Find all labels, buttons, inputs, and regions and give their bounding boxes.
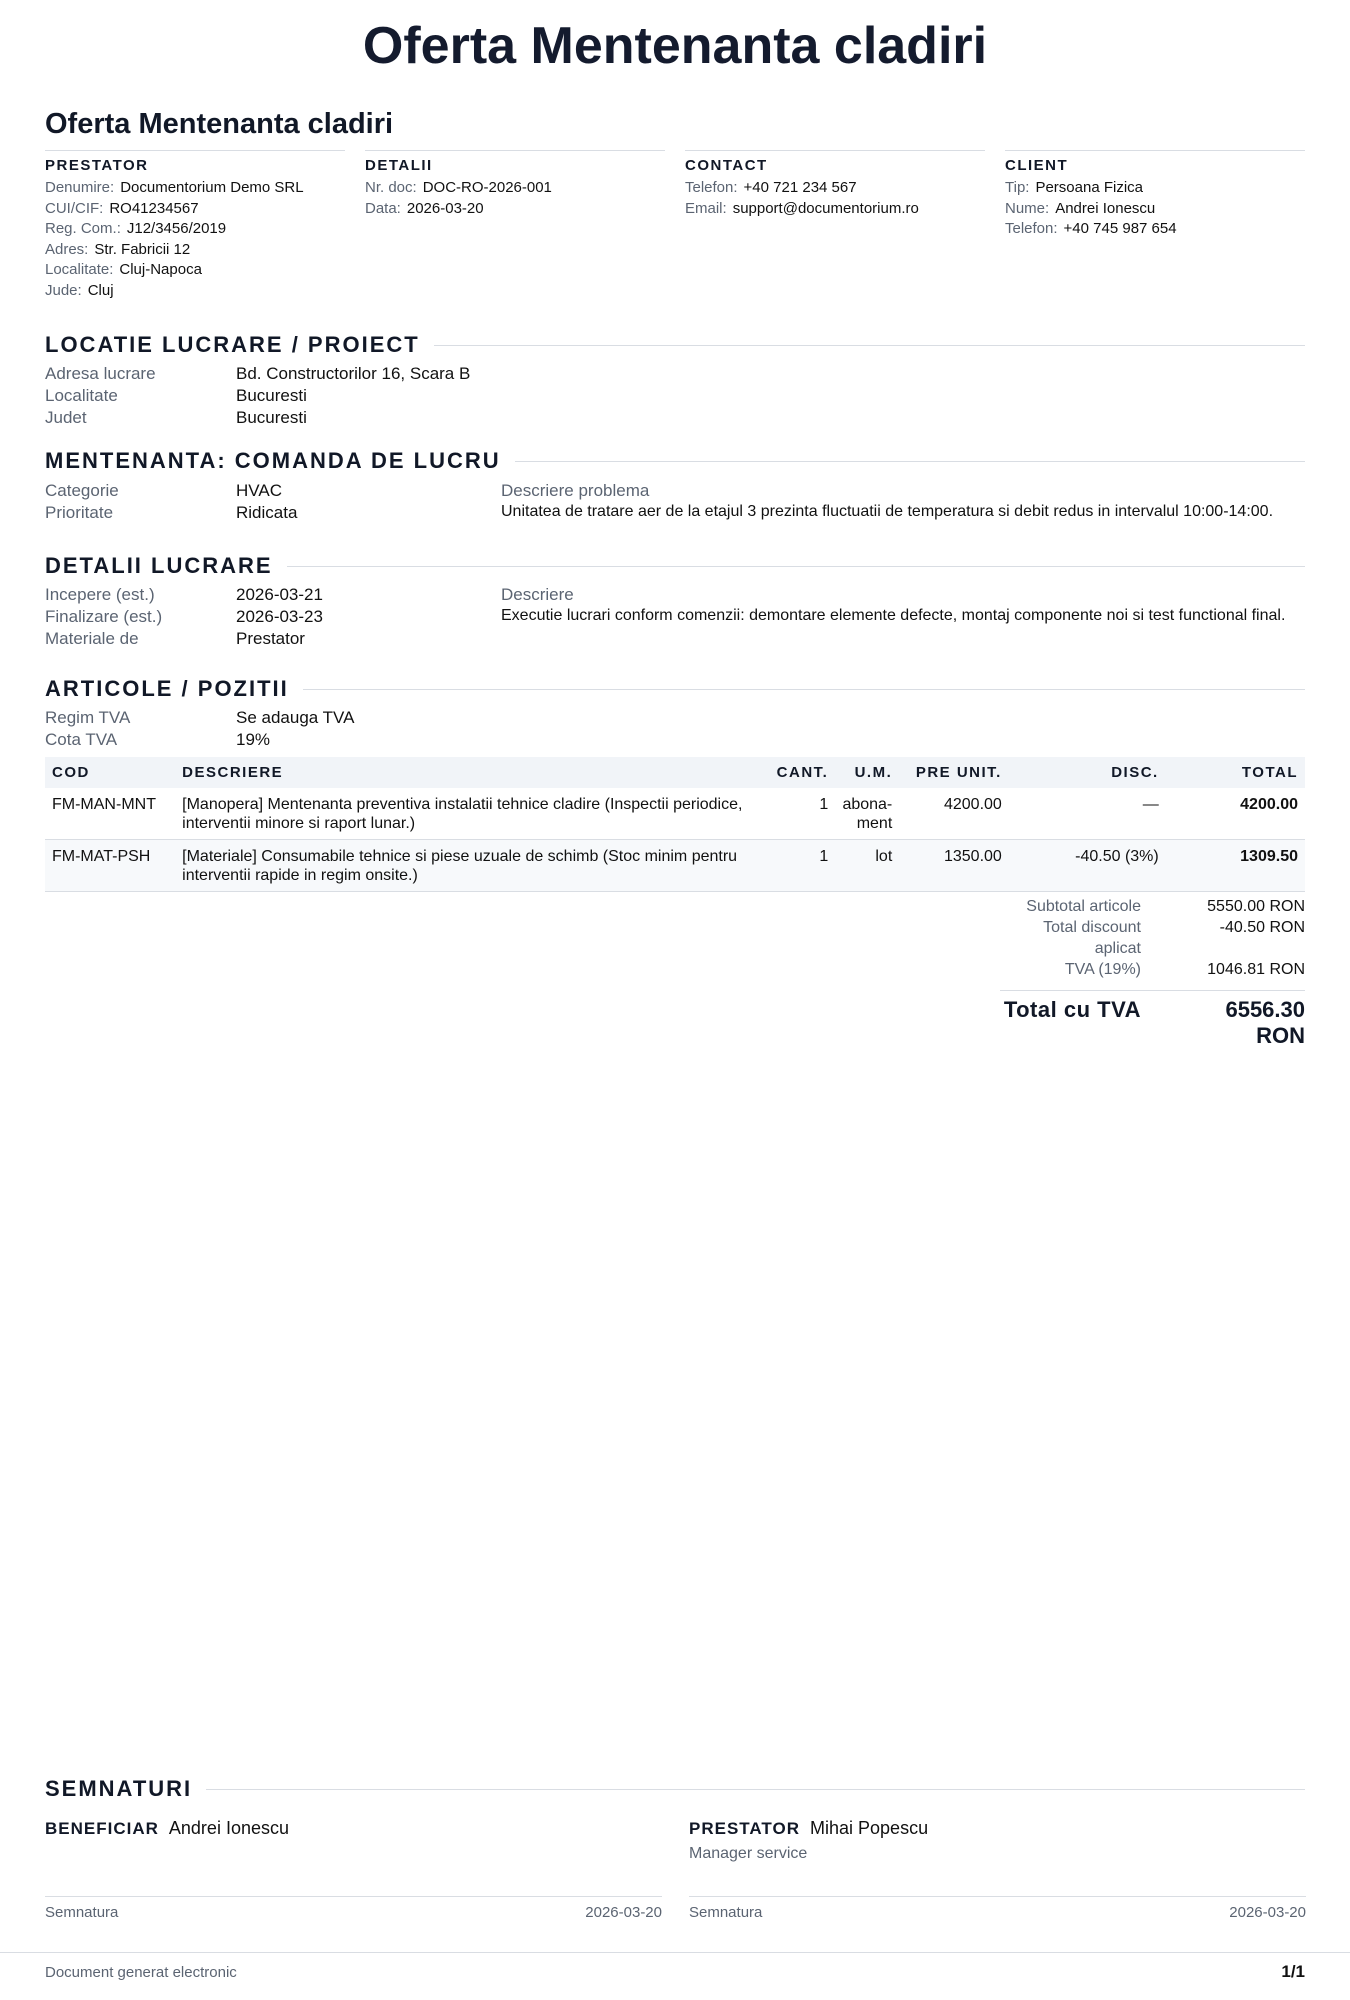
field-value: 19%: [236, 730, 271, 749]
item-quantity: 1: [770, 840, 836, 892]
field-label: Telefon:: [685, 179, 738, 196]
signature-role: PRESTATOR: [689, 1819, 801, 1838]
party-heading: CONTACT: [685, 157, 768, 174]
field-value: Ridicata: [236, 503, 298, 522]
signature-line: [45, 1896, 662, 1897]
party-row: [1005, 178, 1305, 199]
field-label: CUI/CIF:: [45, 199, 104, 217]
signature-prestator: [689, 1818, 1306, 1863]
vat-fields: [45, 707, 505, 751]
field-value: Bucuresti: [236, 386, 307, 405]
document-subtitle: Oferta Mentenanta cladiri: [45, 108, 394, 140]
section-title: ARTICOLE / POZITII: [45, 676, 289, 701]
totals-row-grand: [1000, 997, 1305, 1049]
table-row: [45, 840, 1305, 892]
item-unit-price: 1350.00: [899, 840, 1009, 892]
articles-section-heading: [45, 676, 1305, 702]
party-row: [365, 199, 665, 220]
field-value: Documentorium Demo SRL: [120, 179, 304, 196]
email-value: support@documentorium.ro: [732, 199, 919, 217]
section-divider: [206, 1789, 1305, 1790]
field-value: 2026-03-23: [236, 607, 323, 626]
party-row: [45, 240, 345, 261]
parties-section: [45, 150, 1305, 301]
field-label: Nume:: [1005, 199, 1050, 217]
section-divider: [287, 566, 1305, 567]
field-label: Jude:: [45, 281, 82, 299]
field-label: Data:: [365, 199, 401, 217]
column-header: CANT.: [770, 757, 836, 788]
signature-footer: [45, 1904, 662, 1921]
column-header: PRE UNIT.: [899, 757, 1009, 788]
party-row: [365, 178, 665, 199]
item-discount: —: [1009, 788, 1166, 840]
grand-total-label: Total cu TVA: [1003, 997, 1141, 1022]
field-value: Andrei Ionescu: [1055, 199, 1156, 217]
field-row: [45, 385, 505, 407]
item-code: FM-MAT-PSH: [45, 840, 175, 892]
item-description: [Materiale] Consumabile tehnice si piese uzuale de schimb (Stoc minim pentru interventii rapide in regim onsite.): [175, 840, 770, 892]
party-client: [1005, 150, 1305, 301]
party-row: [1005, 199, 1305, 220]
field-value: Bd. Constructorilor 16, Scara B: [236, 364, 471, 383]
section-divider: [515, 461, 1305, 462]
item-code: FM-MAN-MNT: [45, 788, 175, 840]
party-row: [1005, 219, 1305, 240]
field-label: Finalizare (est.): [45, 607, 163, 626]
field-value: Bucuresti: [236, 408, 307, 427]
field-row: [45, 606, 505, 628]
field-label: Nr. doc:: [365, 179, 417, 196]
field-value: Cluj: [87, 281, 114, 299]
item-unit-price: 4200.00: [899, 788, 1009, 840]
items-table: [45, 757, 1305, 892]
item-quantity: 1: [770, 788, 836, 840]
field-row: [45, 363, 505, 385]
signature-date: 2026-03-20: [585, 1904, 662, 1921]
signature-label: Semnatura: [45, 1904, 119, 1921]
field-value: 2026-03-20: [406, 199, 484, 217]
field-row: [45, 707, 505, 729]
party-heading: PRESTATOR: [45, 157, 149, 174]
column-header: TOTAL: [1166, 757, 1305, 788]
field-row: [45, 407, 505, 429]
item-total: 4200.00: [1166, 788, 1305, 840]
field-label: Cota TVA: [45, 730, 118, 749]
field-row: [45, 480, 505, 502]
field-label: Localitate:: [45, 261, 114, 278]
location-section-heading: [45, 332, 1305, 358]
field-label: Email:: [685, 199, 727, 217]
field-label: Regim TVA: [45, 708, 131, 727]
signature-footer: [689, 1904, 1306, 1921]
field-label: Telefon:: [1005, 220, 1058, 237]
item-unit: lot: [835, 840, 899, 892]
totals-value: 5550.00 RON: [1207, 898, 1305, 915]
section-title: LOCATIE LUCRARE / PROIECT: [45, 332, 420, 357]
item-total: 1309.50: [1166, 840, 1305, 892]
field-row: [45, 628, 505, 650]
party-contact: [685, 150, 985, 301]
field-label: Tip:: [1005, 179, 1030, 196]
field-label: Prioritate: [45, 503, 114, 522]
table-row: [45, 788, 1305, 840]
field-row: [45, 729, 505, 751]
field-value: Cluj-Napoca: [119, 261, 202, 278]
desc-label: Descriere: [501, 585, 574, 604]
field-row: [45, 584, 505, 606]
field-label: Categorie: [45, 481, 119, 500]
field-value: Str. Fabricii 12: [94, 240, 191, 258]
section-title: SEMNATURI: [45, 1776, 193, 1801]
totals-value: 1046.81 RON: [1207, 961, 1305, 978]
party-heading: CLIENT: [1005, 157, 1069, 174]
totals-row-vat: [1000, 959, 1305, 980]
signature-line: [689, 1896, 1306, 1897]
totals-row-subtotal: [1000, 896, 1305, 917]
section-title: MENTENANTA: COMANDA DE LUCRU: [45, 448, 501, 473]
location-fields: [45, 363, 505, 429]
column-header: DISC.: [1009, 757, 1166, 788]
field-value: J12/3456/2019: [126, 220, 227, 237]
party-row: [685, 178, 985, 199]
party-row: [45, 219, 345, 240]
totals-block: [1000, 896, 1305, 1049]
item-discount: -40.50 (3%): [1009, 840, 1166, 892]
item-description: [Manopera] Mentenanta preventiva instalatii tehnice cladire (Inspectii periodice, interventii minore si raport lunar.): [175, 788, 770, 840]
column-header: U.M.: [835, 757, 899, 788]
desc-text: Executie lucrari conform comenzii: demontare elemente defecte, montaj componente noi si test functional final.: [501, 607, 1286, 624]
work-section-heading: [45, 553, 1305, 579]
section-divider: [303, 689, 1305, 690]
signature-label: Semnatura: [689, 1904, 763, 1921]
signature-beneficiar: [45, 1818, 662, 1839]
document-title: Oferta Mentenanta cladiri: [362, 17, 988, 75]
field-label: Incepere (est.): [45, 585, 155, 604]
totals-divider: [1000, 990, 1305, 991]
field-value: Persoana Fizica: [1035, 179, 1144, 196]
desc-text: Unitatea de tratare aer de la etajul 3 prezinta fluctuatii de temperatura si debit redus in intervalul 10:00-14:00.: [501, 503, 1274, 520]
party-row: [45, 281, 345, 302]
desc-label: Descriere problema: [501, 481, 650, 500]
field-value: Prestator: [236, 629, 305, 648]
field-label: Localitate: [45, 386, 118, 405]
party-row: [45, 178, 345, 199]
item-unit: [835, 788, 899, 840]
work-description: [501, 584, 1305, 625]
table-header-row: [45, 757, 1305, 788]
field-label: Denumire:: [45, 179, 115, 196]
party-detalii: [365, 150, 665, 301]
work-fields: [45, 584, 505, 650]
section-divider: [434, 345, 1305, 346]
page-footer-note: Document generat electronic: [45, 1964, 237, 1981]
totals-value: -40.50 RON: [1219, 919, 1305, 936]
field-value: HVAC: [236, 481, 282, 500]
totals-label: TVA (19%): [1064, 961, 1141, 978]
problem-description: [501, 480, 1305, 521]
column-header: DESCRIERE: [175, 757, 770, 788]
maintenance-section-heading: [45, 448, 1305, 474]
page-footer-divider: [0, 1952, 1350, 1953]
signature-name: Mihai Popescu: [810, 1818, 929, 1838]
signatures-section-heading: [45, 1776, 1305, 1802]
column-header: COD: [45, 757, 175, 788]
item-unit-text: abona-ment: [842, 796, 893, 832]
field-value: 2026-03-21: [236, 585, 323, 604]
party-heading: DETALII: [365, 157, 433, 174]
party-row: [45, 260, 345, 281]
party-row: [45, 199, 345, 220]
section-title: DETALII LUCRARE: [45, 553, 273, 578]
field-label: Materiale de: [45, 629, 139, 648]
totals-row-discount: [1000, 917, 1305, 959]
field-label: Judet: [45, 408, 87, 427]
field-label: Adresa lucrare: [45, 364, 156, 383]
field-value: Se adauga TVA: [236, 708, 355, 727]
signature-name: Andrei Ionescu: [168, 1818, 289, 1838]
field-row: [45, 502, 505, 524]
field-value: +40 721 234 567: [743, 179, 857, 196]
party-prestator: [45, 150, 345, 301]
maintenance-fields: [45, 480, 505, 524]
signature-role: BENEFICIAR: [45, 1819, 159, 1838]
totals-label: Total discount aplicat: [1043, 919, 1141, 957]
field-label: Reg. Com.:: [45, 220, 121, 237]
signature-position: Manager service: [689, 1845, 808, 1862]
party-row: [685, 199, 985, 220]
field-value: DOC-RO-2026-001: [422, 179, 552, 196]
page-number: 1/1: [1281, 1962, 1305, 1981]
field-value: RO41234567: [109, 199, 199, 217]
signature-date: 2026-03-20: [1229, 1904, 1306, 1921]
totals-label: Subtotal articole: [1026, 898, 1141, 915]
field-value: +40 745 987 654: [1063, 220, 1177, 237]
grand-total-value: 6556.30 RON: [1225, 997, 1305, 1048]
field-label: Adres:: [45, 240, 89, 258]
